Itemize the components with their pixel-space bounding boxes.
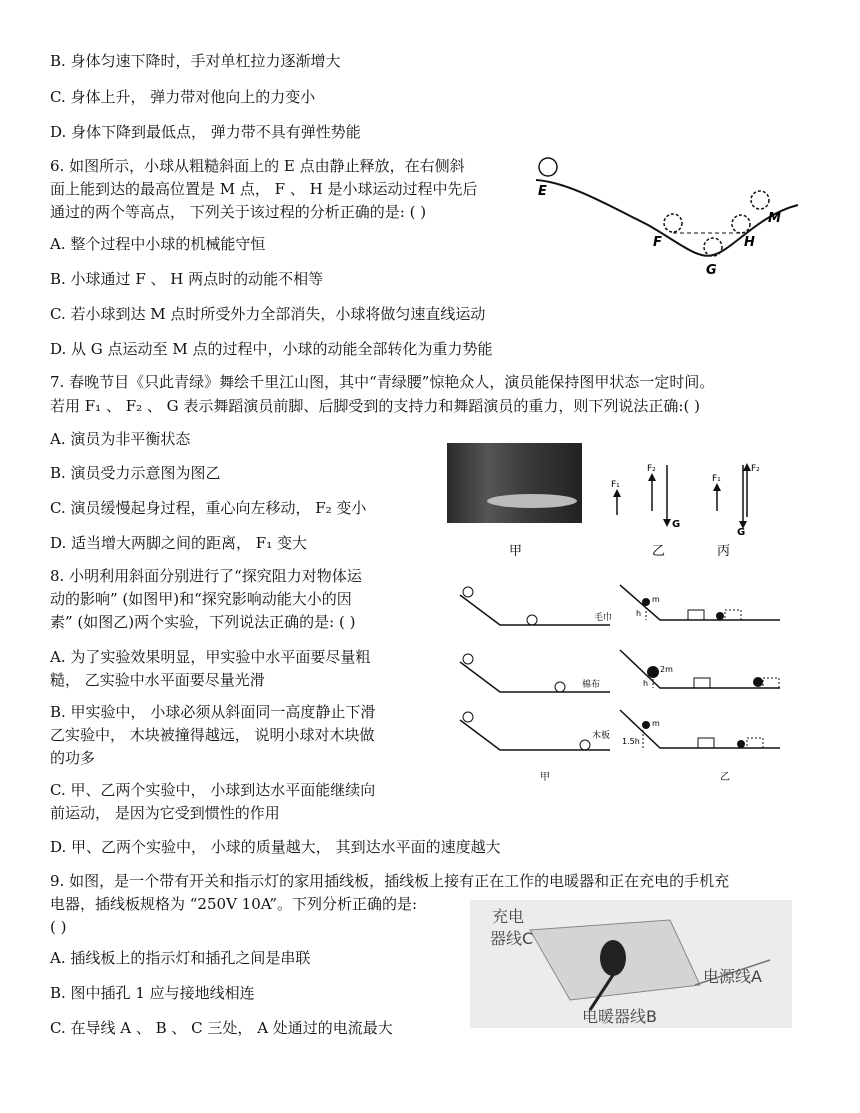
label-g: G <box>706 263 717 278</box>
q9-stem-line3: ( ) <box>50 918 67 936</box>
q7-stem-line1: 7. 春晚节目《只此青绿》舞绘千里江山图，其中“青绿腰”惊艳众人，演员能保持图甲状态一定时间。 <box>50 373 715 391</box>
label-h: H <box>744 235 755 250</box>
yi-f2-label: F₂ <box>647 464 656 474</box>
q8-option-d: D. 甲、乙两个实验中， 小球的质量越大， 其到达水平面的速度越大 <box>50 838 501 856</box>
label-cotton: 棉布 <box>582 680 601 690</box>
label-charger1: 充电 <box>492 907 525 926</box>
yi-row1 <box>620 585 780 620</box>
option-c-prev: C. 身体上升， 弹力带对他向上的力变小 <box>50 88 316 106</box>
yi-row3 <box>620 710 780 748</box>
caption-yi: 乙 <box>652 544 666 559</box>
q6-option-d: D. 从 G 点运动至 M 点的过程中，小球的动能全部转化为重力势能 <box>50 340 493 358</box>
ball-f <box>664 214 682 232</box>
option-d-prev: D. 身体下降到最低点， 弹力带不具有弹性势能 <box>50 123 361 141</box>
yi-f1-label: F₁ <box>611 480 620 490</box>
jia-row3 <box>460 712 610 750</box>
label-e: E <box>538 184 547 199</box>
q6-stem-line2: 面上能到达的最高位置是 M 点， F 、 H 是小球运动过程中先后 <box>50 180 478 198</box>
option-b-prev: B. 身体匀速下降时，手对单杠拉力逐渐增大 <box>50 52 341 70</box>
q8-option-b-line3: 的功多 <box>50 749 96 767</box>
caption-jia8: 甲 <box>540 772 550 783</box>
svg-text:h: h <box>636 609 642 618</box>
caption-yi8: 乙 <box>720 772 730 783</box>
q8-stem-line1: 8. 小明利用斜面分别进行了“探究阻力对物体运 <box>50 567 362 585</box>
ball-e <box>539 158 557 176</box>
q6-stem-line3: 通过的两个等高点， 下列关于该过程的分析正确的是: ( ) <box>50 203 427 221</box>
ball-h <box>732 215 750 233</box>
svg-text:h: h <box>643 679 649 688</box>
q7-option-a: A. 演员为非平衡状态 <box>50 430 191 448</box>
ball-m <box>751 191 769 209</box>
q9-figure <box>470 900 792 1028</box>
q7-option-d: D. 适当增大两脚之间的距离， F₁ 变大 <box>50 534 307 552</box>
label-f: F <box>653 235 662 250</box>
caption-bing: 丙 <box>717 544 731 559</box>
q7-stem-line2: 若用 F₁ 、 F₂ 、 G 表示舞蹈演员前脚、后脚受到的支持力和舞蹈演员的重力，则下列说法正确:( ) <box>50 397 700 415</box>
q6-option-c: C. 若小球到达 M 点时所受外力全部消失，小球将做匀速直线运动 <box>50 305 486 323</box>
q8-option-b-line1: B. 甲实验中， 小球必须从斜面同一高度静止下滑 <box>50 703 376 721</box>
bing-g-label: G <box>737 527 746 538</box>
svg-text:1.5h: 1.5h <box>622 737 640 746</box>
q6-figure <box>528 150 818 280</box>
q6-option-a: A. 整个过程中小球的机械能守恒 <box>50 235 266 253</box>
q8-option-a-line2: 糙， 乙实验中水平面要尽量光滑 <box>50 671 265 689</box>
svg-text:m: m <box>652 719 660 728</box>
q8-option-b-line2: 乙实验中， 木块被撞得越远， 说明小球对木块做 <box>50 726 375 744</box>
label-towel: 毛巾 <box>594 613 613 623</box>
q8-option-a-line1: A. 为了实验效果明显，甲实验中水平面要尽量粗 <box>50 648 371 666</box>
label-power: 电源线A <box>703 967 762 986</box>
svg-text:m: m <box>652 595 660 604</box>
jia-row2 <box>460 654 610 692</box>
yi-row2 <box>620 650 780 688</box>
q9-option-b: B. 图中插孔 1 应与接地线相连 <box>50 984 255 1002</box>
q8-option-c-line2: 前运动， 是因为它受到惯性的作用 <box>50 804 280 822</box>
bing-f1-label: F₁ <box>712 474 721 484</box>
yi-g-label: G <box>672 519 681 530</box>
q7-option-c: C. 演员缓慢起身过程，重心向左移动， F₂ 变小 <box>50 499 367 517</box>
q6-option-b: B. 小球通过 F 、 H 两点时的动能不相等 <box>50 270 324 288</box>
q8-option-c-line1: C. 甲、乙两个实验中， 小球到达水平面能继续向 <box>50 781 376 799</box>
plug <box>600 940 626 976</box>
ball-g <box>704 238 722 256</box>
dancer-shape <box>487 494 577 508</box>
label-heater: 电暖器线B <box>582 1007 657 1026</box>
q9-option-a: A. 插线板上的指示灯和插孔之间是串联 <box>50 949 311 967</box>
q9-option-c: C. 在导线 A 、 B 、 C 三处， A 处通过的电流最大 <box>50 1019 393 1037</box>
svg-text:2m: 2m <box>660 665 673 674</box>
caption-jia: 甲 <box>509 544 523 559</box>
q8-stem-line2: 动的影响” (如图甲)和“探究影响动能大小的因 <box>50 590 352 608</box>
q8-figure <box>450 580 790 790</box>
label-charger2: 器线C <box>490 929 534 948</box>
label-m: M <box>768 211 781 226</box>
q9-stem-line2: 电器，插线板规格为 “250V 10A”。下列分析正确的是: <box>50 895 418 913</box>
q7-option-b: B. 演员受力示意图为图乙 <box>50 464 221 482</box>
label-board: 木板 <box>592 731 611 741</box>
jia-row1 <box>460 587 612 625</box>
q8-stem-line3: 素” (如图乙)两个实验，下列说法正确的是: ( ) <box>50 613 356 631</box>
q9-stem-line1: 9. 如图，是一个带有开关和指示灯的家用插线板，插线板上接有正在工作的电暖器和正在充电的手机充 <box>50 872 730 890</box>
bing-f2-label: F₂ <box>751 464 760 474</box>
q7-figure <box>447 443 787 563</box>
q6-stem-line1: 6. 如图所示，小球从粗糙斜面上的 E 点由静止释放，在右侧斜 <box>50 157 465 175</box>
